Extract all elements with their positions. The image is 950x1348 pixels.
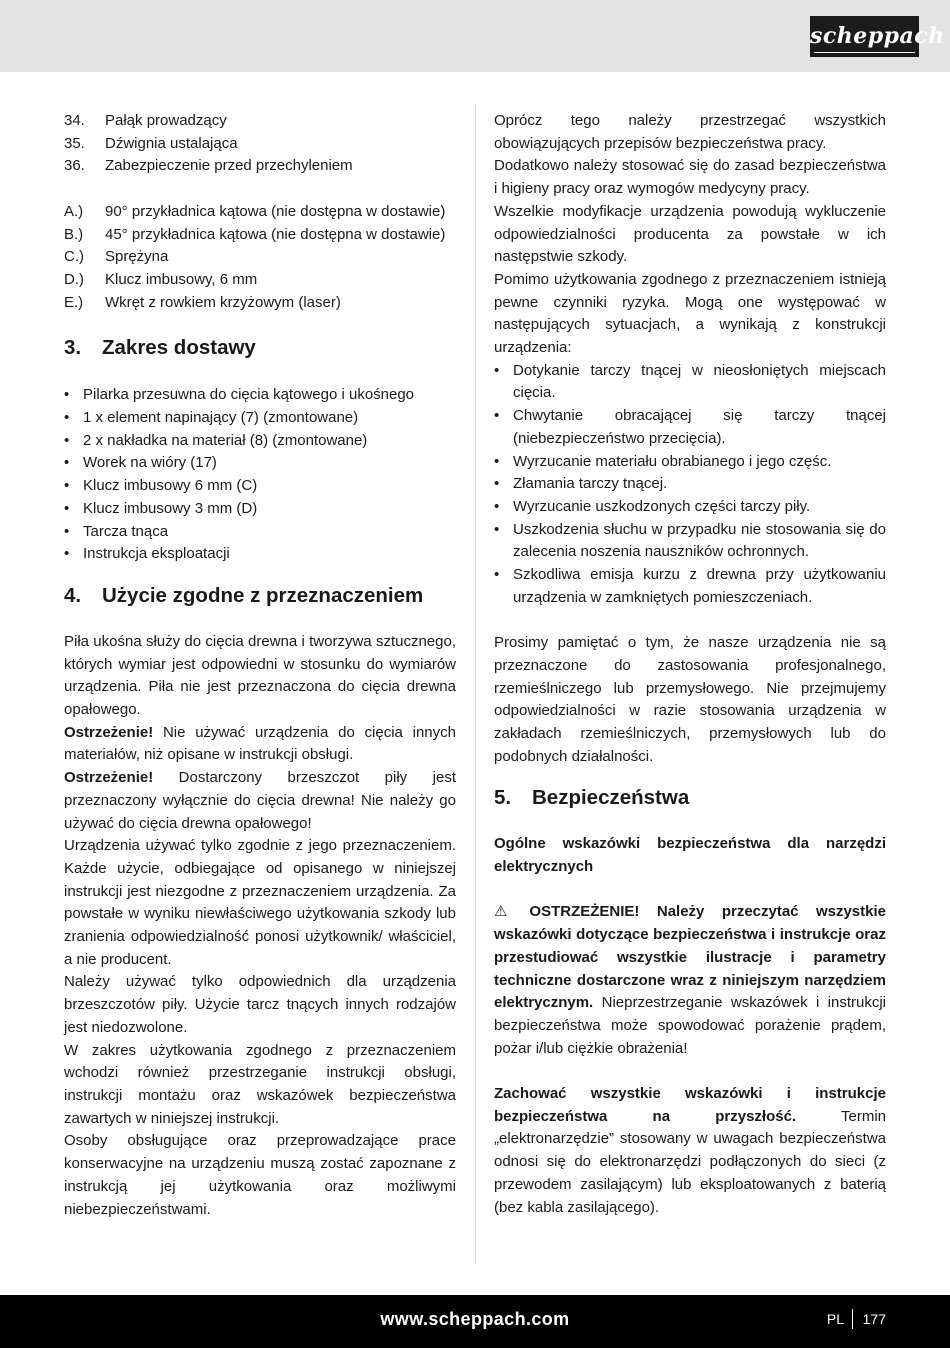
header-band [0, 0, 950, 72]
language-code: PL [826, 1311, 844, 1327]
bullet: • [64, 431, 70, 449]
list-item: • Chwytanie obracającej się tarczy tnącej (niebezpieczeństwo przecięcia). [494, 405, 886, 450]
item-text: Zabezpieczenie przed przechyleniem [105, 157, 353, 175]
page-number: 177 [862, 1311, 886, 1327]
parts-list-item [64, 269, 456, 292]
bullet: • [494, 475, 500, 493]
safety-subtitle: Ogólne wskazówki bezpieczeństwa dla narzędzi elektrycznych [494, 835, 886, 876]
item-number: B.) [64, 225, 84, 243]
list-item: • 1 x element napinający (7) (zmontowane) [64, 407, 456, 430]
list-item: • Tarcza tnąca [64, 521, 456, 544]
bullet: • [494, 520, 500, 538]
paragraph: Oprócz tego należy przestrzegać wszystkich obowiązujących przepisów bezpieczeństwa pracy. [494, 112, 886, 152]
paragraph: Piła ukośna służy do cięcia drewna i tworzywa sztucznego, których wymiar jest odpowiedni w stosunku do wymiarów urządzenia. Piła nie jest przeznaczona do cięcia drewna opałowego. [64, 632, 456, 719]
paragraph: Wszelkie modyfikacje urządzenia powodują wykluczenie odpowiedzialności producenta za powstałe w ich następstwie szkody. [494, 202, 886, 266]
bullet: • [494, 566, 500, 584]
right-column [494, 110, 886, 1219]
item-text: 45° przykładnica kątowa (nie dostępna w dostawie) [105, 225, 446, 243]
section-4-heading [64, 582, 456, 610]
item-number: C.) [64, 248, 84, 266]
bullet: • [64, 522, 70, 540]
keep-instructions-paragraph [494, 1083, 886, 1219]
paragraph: Osoby obsługujące oraz przeprowadzające prace konserwacyjne na urządzeniu muszą zostać zapoznane z instrukcją jej użytkowania oraz możliwymi niebezpieczeństwami. [64, 1132, 456, 1218]
list-item: • Uszkodzenia słuchu w przypadku nie stosowania się do zalecenia noszenia nauszników ochronnych. [494, 519, 886, 564]
paragraph: W zakres użytkowania zgodnego z przeznaczeniem wchodzi również przestrzeganie instrukcji obsługi, instrukcji montażu oraz wskazówek bezpieczeństwa zawartych w niniejszej instrukcji. [64, 1041, 456, 1127]
warning-label: Ostrzeżenie! [64, 769, 154, 787]
item-number: A.) [64, 202, 84, 220]
item-text: Sprężyna [105, 248, 169, 266]
bullet: • [64, 477, 70, 495]
section-3-heading [64, 334, 456, 362]
parts-list-item [64, 224, 456, 247]
item-text: 90° przykładnica kątowa (nie dostępna w dostawie) [105, 202, 446, 220]
warning-text: Dostarczony brzeszczot piły jest przeznaczony wyłącznie do cięcia drewna! Nie należy go używać do cięcia drewna opałowego! [64, 769, 456, 832]
parts-list-item [64, 292, 456, 315]
section-title: Bezpieczeństwa [532, 786, 690, 810]
bullet: • [64, 454, 70, 472]
item-number: E.) [64, 293, 84, 311]
parts-list-item [64, 133, 456, 156]
parts-list-item [64, 201, 456, 224]
bullet: • [494, 361, 500, 379]
warning-paragraph [64, 767, 456, 835]
parts-list-item [64, 155, 456, 178]
parts-letter-list [64, 201, 456, 315]
delivery-list [64, 384, 456, 566]
item-text: Pałąk prowadzący [105, 112, 227, 129]
item-number: D.) [64, 270, 84, 288]
bullet: • [494, 407, 500, 425]
website-link[interactable]: www.scheppach.com [380, 1309, 570, 1329]
keep-instructions-bold: Zachować wszystkie wskazówki i instrukcje bezpieczeństwa na przyszłość. [494, 1085, 886, 1125]
list-item: • 2 x nakładka na materiał (8) (zmontowane) [64, 430, 456, 453]
item-text: Klucz imbusowy, 6 mm [105, 270, 258, 288]
footer [0, 1295, 950, 1348]
section-number: 5. [494, 786, 512, 810]
warning-bold-text: OSTRZEŻENIE! Należy przeczytać wszystkie wskazówki dotyczące bezpieczeństwa i instrukcje oraz przestudiować wszystkie ilustracje i parametry techniczne dostarczone wraz z niniejszym narzędziem elektrycznym. [494, 903, 886, 1012]
safety-warning-paragraph [494, 901, 886, 1060]
section-number: 3. [64, 336, 82, 360]
item-number: 35. [64, 134, 85, 152]
parts-list [64, 110, 456, 178]
left-column [64, 110, 456, 1221]
section-5-heading [494, 784, 886, 812]
list-item: • Worek na wióry (17) [64, 452, 456, 475]
warning-text: Nie używać urządzenia do cięcia innych materiałów, niż opisane w instrukcji obsługi. [64, 723, 456, 764]
list-item: • Instrukcja eksploatacji [64, 543, 456, 566]
section-number: 4. [64, 583, 82, 607]
parts-list-item [64, 110, 456, 133]
bullet: • [494, 497, 500, 515]
list-item: • Klucz imbusowy 6 mm (C) [64, 475, 456, 498]
item-number: 34. [64, 112, 85, 129]
warning-paragraph [64, 722, 456, 767]
list-item: • Klucz imbusowy 3 mm (D) [64, 498, 456, 521]
bullet: • [494, 452, 500, 470]
warning-text: Nieprzestrzeganie wskazówek i instrukcji bezpieczeństwa może spowodować porażenie prądem, pożar i/lub ciężkie obrażenia! [494, 994, 886, 1057]
warning-triangle-icon: ⚠ [494, 903, 508, 921]
paragraph: Pomimo użytkowania zgodnego z przeznaczeniem istnieją pewne czynniki ryzyka. Mogą one występować w następujących sytuacjach, a wynikają z konstrukcji urządzenia: [494, 270, 886, 357]
list-item: • Wyrzucanie uszkodzonych części tarczy piły. [494, 496, 886, 519]
parts-list-item [64, 246, 456, 269]
risk-list [494, 360, 886, 610]
keep-instructions-text: Termin „elektronarzędzie” stosowany w uwagach bezpieczeństwa odnosi się do elektronarzędzi podłączonych do sieci (z przewodem zasilającym) lub eksploatowanych z baterią (bez kabla zasilającego). [494, 1107, 887, 1216]
bullet: • [64, 545, 70, 563]
warning-label: Ostrzeżenie! [64, 723, 154, 741]
item-number: 36. [64, 157, 85, 175]
item-text: Dźwignia ustalająca [105, 134, 238, 152]
bullet: • [64, 409, 70, 427]
section-title: Użycie zgodne z przeznaczeniem [102, 583, 424, 607]
list-item: • Dotykanie tarczy tnącej w nieosłoniętych miejscach cięcia. [494, 360, 886, 405]
section-title: Zakres dostawy [102, 336, 256, 360]
footer-separator [852, 1309, 853, 1329]
list-item: • Złamania tarczy tnącej. [494, 473, 886, 496]
bullet: • [64, 499, 70, 517]
scheppach-logo: scheppach [810, 16, 919, 57]
paragraph: Należy używać tylko odpowiednich dla urządzenia brzeszczotów piły. Użycie tarcz tnących innych rodzajów jest niedozwolone. [64, 973, 456, 1036]
paragraph: Urządzenia używać tylko zgodnie z jego przeznaczeniem. Każde użycie, odbiegające od opisanego w niniejszej instrukcji jest niezgodne z przeznaczeniem urządzenia. Za powstałe w wyniku niewłaściwego użytkowania szkody lub zranienia odpowiedzialność ponosi użytkownik/ właściciel, a nie producent. [64, 837, 456, 968]
list-item: • Pilarka przesuwna do cięcia kątowego i ukośnego [64, 384, 456, 407]
column-divider [475, 104, 476, 1264]
paragraph: Prosimy pamiętać o tym, że nasze urządzenia nie są przeznaczone do zastosowania profesjonalnego, rzemieślniczego lub przemysłowego. Nie przejmujemy odpowiedzialności w razie stosowania urządzenia w zakładach rzemieślniczych, przemysłowych lub do podobnych działalności. [494, 634, 886, 765]
item-text: Wkręt z rowkiem krzyżowym (laser) [105, 293, 341, 311]
paragraph: Dodatkowo należy stosować się do zasad bezpieczeństwa i higieny pracy oraz wymogów medycyny pracy. [494, 157, 886, 198]
list-item: • Szkodliwa emisja kurzu z drewna przy użytkowaniu urządzenia w zamkniętych pomieszczeniach. [494, 564, 886, 609]
list-item: • Wyrzucanie materiału obrabianego i jego częśc. [494, 451, 886, 474]
bullet: • [64, 386, 70, 404]
